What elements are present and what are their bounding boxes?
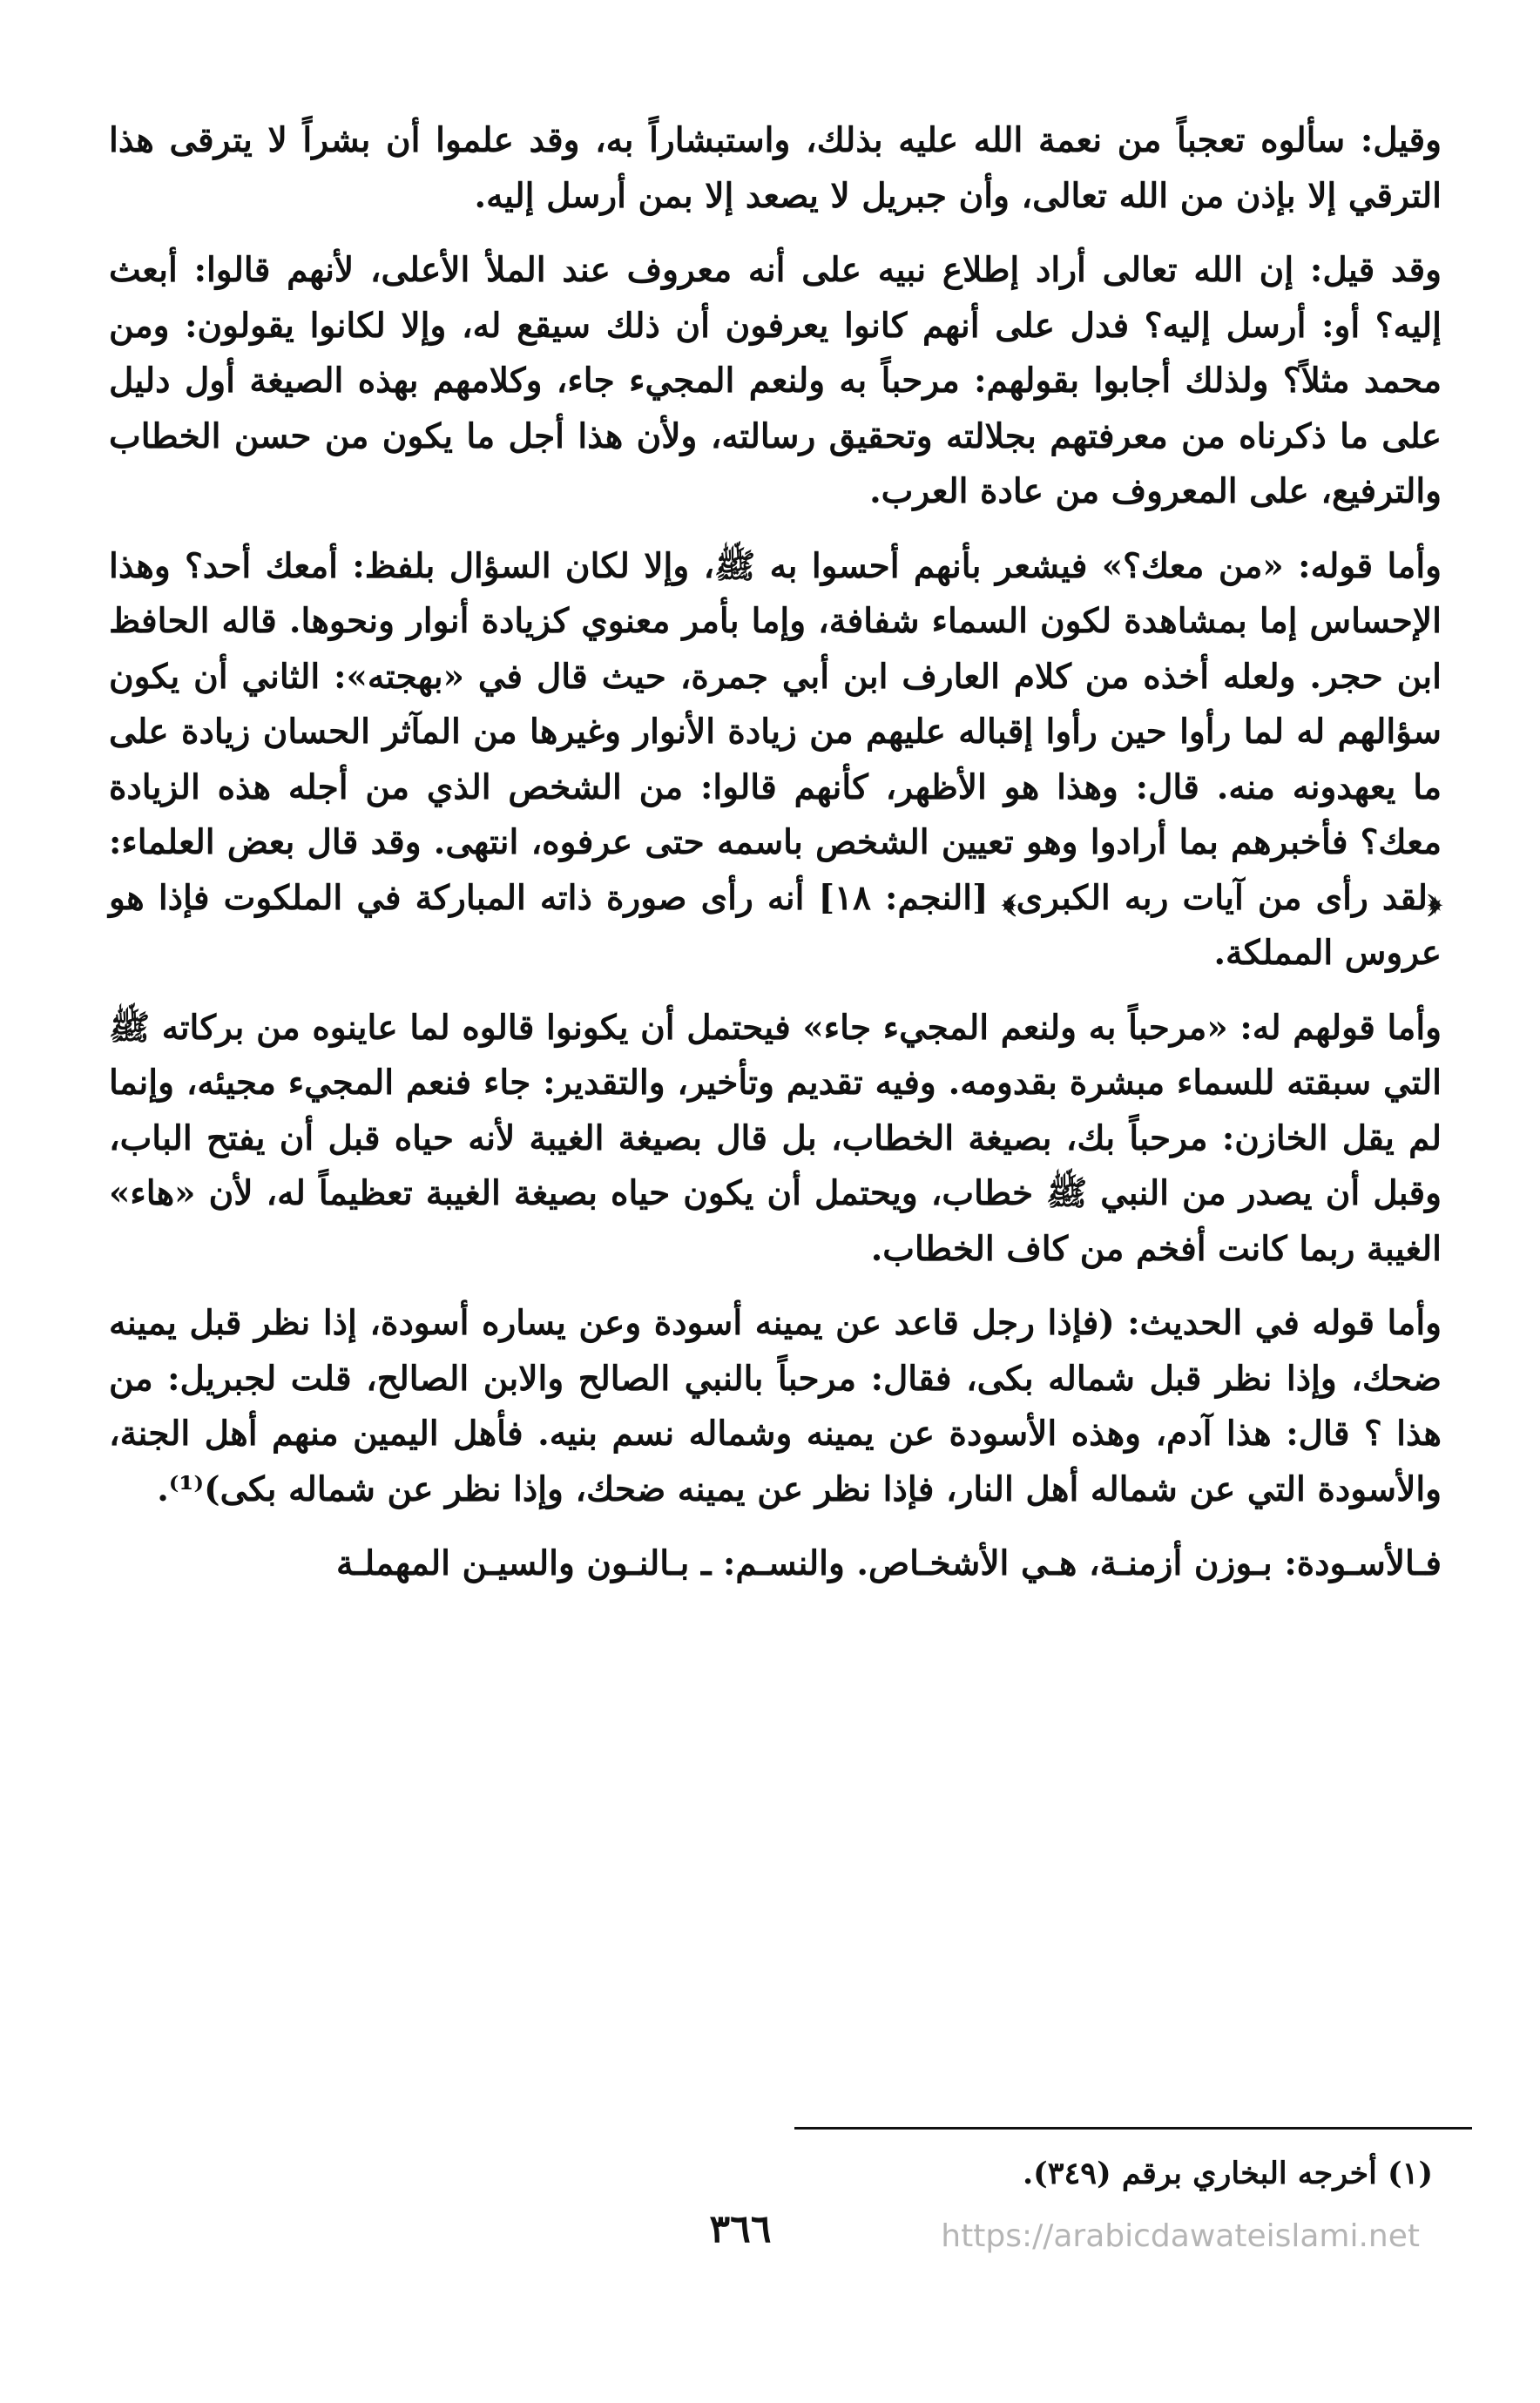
main-text xyxy=(109,113,1442,1592)
paragraph-2: وقد قيل: إن الله تعالى أراد إطلاع نبيه على أنه معروف عند الملأ الأعلى، لأنهم قالوا: أبعث إليه؟ أو: أرسل إليه؟ فدل على أنهم كانوا يعرفون أن ذلك سيقع له، وإلا لكانوا يقولون: ومن محمد مثلاً؟ ولذلك أجابوا بقولهم: مرحباً به ولنعم المجيء جاء، وكلامهم بهذه الصيغة أول دليل على ما ذكرناه من معرفتهم بجلالته وتحقيق رسالته، ولأن هذا أجل ما يكون من حسن الخطاب والترفيع، على المعروف من عادة العرب. xyxy=(109,250,1442,511)
paragraph-1: وقيل: سألوه تعجباً من نعمة الله عليه بذلك، واستبشاراً به، وقد علموا أن بشراً لا يترقى هذا الترقي إلا بإذن من الله تعالى، وأن جبريل لا يصعد إلا بمن أرسل إليه. xyxy=(109,120,1442,216)
page-number: ٣٦٦ xyxy=(709,2207,772,2251)
paragraph-6: فـالأسـودة: بـوزن أزمنـة، هـي الأشخـاص. والنسـم: ـ بـالنـون والسيـن المهملـة xyxy=(335,1543,1442,1583)
watermark-url: https://arabicdawateislami.net xyxy=(941,2218,1420,2254)
paragraph-4: وأما قولهم له: «مرحباً به ولنعم المجيء جاء» فيحتمل أن يكونوا قالوه لما عاينوه من بركاته ﷺ التي سبقته للسماء مبشرة بقدومه. وفيه تقديم وتأخير، والتقدير: جاء فنعم المجيء مجيئه، وإنما لم يقل الخازن: مرحباً بك، بصيغة الخطاب، بل قال بصيغة الغيبة لأنه حياه قبل أن يفتح الباب، وقبل أن يصدر من النبي ﷺ خطاب، ويحتمل أن يكون حياه بصيغة الغيبة تعظيماً له، لأن «هاء» الغيبة ربما كانت أفخم من كاف الخطاب. xyxy=(109,1007,1442,1269)
footnote-divider xyxy=(794,2127,1472,2130)
paragraph-5: وأما قوله في الحديث: (فإذا رجل قاعد عن يمينه أسودة وعن يساره أسودة، إذا نظر قبل يمينه ضحك، وإذا نظر قبل شماله بكى، فقال: مرحباً بالنبي الصالح والابن الصالح، قلت لجبريل: من هذا ؟ قال: هذا آدم، وهذه الأسودة عن يمينه وشماله نسم بنيه. فأهل اليمين منهم أهل الجنة، والأسودة التي عن شماله أهل النار، فإذا نظر عن يمينه ضحك، وإذا نظر عن شماله بكى)⁽¹⁾. xyxy=(109,1303,1442,1509)
footnote: (١) أخرجه البخاري برقم (٣٤٩). xyxy=(1022,2156,1433,2191)
paragraph-3: وأما قوله: «من معك؟» فيشعر بأنهم أحسوا به ﷺ، وإلا لكان السؤال بلفظ: أمعك أحد؟ وهذا الإحساس إما بمشاهدة لكون السماء شفافة، وإما بأمر معنوي كزيادة أنوار ونحوها. قاله الحافظ ابن حجر. ولعله أخذه من كلام العارف ابن أبي جمرة، حيث قال في «بهجته»: الثاني أن يكون سؤالهم له لما رأوا حين رأوا إقباله عليهم من زيادة الأنوار وغيرها من المآثر الحسان زيادة على ما يعهدونه منه. قال: وهذا هو الأظهر، كأنهم قالوا: من الشخص الذي من أجله هذه الزيادة معك؟ فأخبرهم بما أرادوا وهو تعيين الشخص باسمه حتى عرفوه، انتهى. وقد قال بعض العلماء: ﴿لقد رأى من آيات ربه الكبرى﴾ [النجم: ١٨] أنه رأى صورة ذاته المباركة في الملكوت فإذا هو عروس المملكة. xyxy=(109,545,1442,973)
